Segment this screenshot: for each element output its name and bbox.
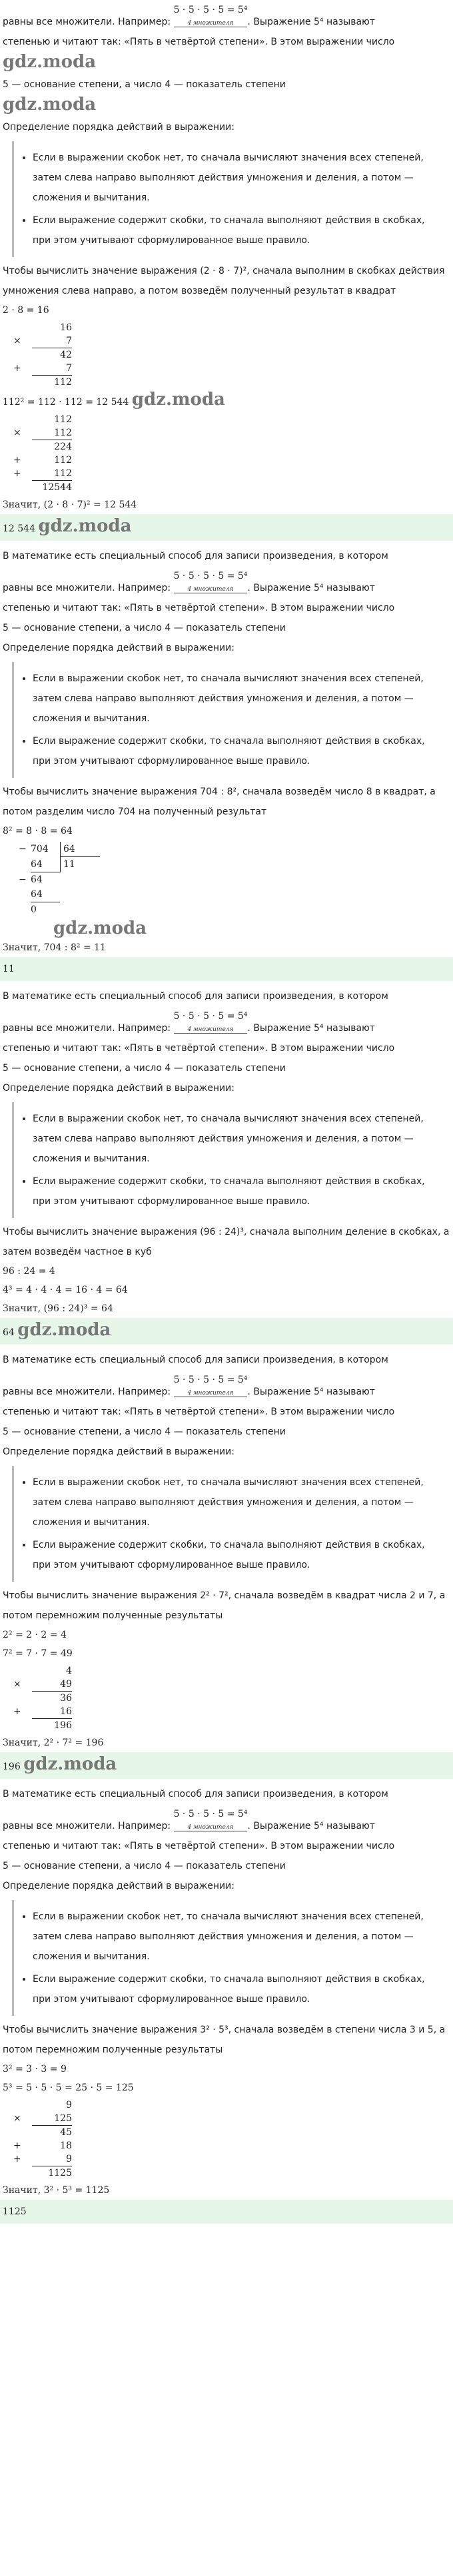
answer-bar: 11 bbox=[0, 957, 453, 981]
task-text: Чтобы вычислить значение выражения 3² · 5³, сначала возведём в степени числа 3 и 5, а потом перемножим полученные результаты bbox=[3, 2025, 446, 2055]
column-multiplication: 4 × 49 36 + 16 196 bbox=[13, 1666, 72, 1731]
rules-list: • Если в выражении скобок нет, то сначала вычисляют значения всех степеней, затем слева направо выполняют действия умножения и деления, а потом — сложения и вычитания. • Если выражение содержит скобки, то сначала выполняют действия в скобках, при этом учитывают сформулированное выше правило. bbox=[12, 1466, 441, 1582]
rule-item: • Если в выражении скобок нет, то сначала вычисляют значения всех степеней, затем слева направо выполняют действия умножения и деления, а потом — сложения и вычитания. bbox=[33, 148, 434, 208]
rules-list: • Если в выражении скобок нет, то сначала вычисляют значения всех степеней, затем слева направо выполняют действия умножения и деления, а потом — сложения и вычитания. • Если выражение содержит скобки, то сначала выполняют действия в скобках, при этом учитывают сформулированное выше правило. bbox=[12, 1102, 441, 1218]
answer-bar: 12 544 gdz.moda bbox=[0, 514, 453, 541]
intro-text: равны все множители. Например: 5 · 5 · 5 · 5 = 5⁴ 4 множителя . Выражение 5⁴ называют степенью и читают так: «Пять в четвёртой степени». В этом выражении число gdz.moda 5 — основание степени, а число 4 — показатель степени gdz.moda Определение порядка действий в выражении: bbox=[0, 0, 453, 137]
intro-text: В математике есть специальный способ для записи произведения, в котором равны все множители. Например: 5 · 5 · 5 · 5 = 5⁴ 4 множителя . Выражение 5⁴ называют степенью и читают так: «Пять в четвёртой степени». В этом выражении число 5 — основание степени, а число 4 — показатель степени Определение порядка действий в выражении: bbox=[3, 1355, 395, 1457]
solution-3 bbox=[0, 986, 453, 1350]
task-text: Чтобы вычислить значение выражения (2 · 8 · 7)², сначала выполним в скобках действия умножения слева направо, а потом возведём полученный результат в квадрат bbox=[3, 266, 445, 296]
conclusion: Значит, 2² · 7² = 196 bbox=[3, 1738, 104, 1748]
example-expression: 5 · 5 · 5 · 5 = 5⁴ 4 множителя bbox=[174, 0, 248, 27]
watermark: gdz.moda bbox=[3, 52, 97, 72]
column-multiplication: 9 × 125 45 + 18 + 9 1125 bbox=[13, 2100, 72, 2178]
calc-line: 2 · 8 = 16 bbox=[3, 305, 49, 316]
watermark: gdz.moda bbox=[3, 95, 97, 115]
intro-text: В математике есть специальный способ для записи произведения, в котором равны все множители. Например: 5 · 5 · 5 · 5 = 5⁴ 4 множителя . Выражение 5⁴ называют степенью и читают так: «Пять в четвёртой степени». В этом выражении число 5 — основание степени, а число 4 — показатель степени Определение порядка действий в выражении: bbox=[3, 551, 395, 653]
answer-bar: 196 gdz.moda bbox=[0, 1752, 453, 1779]
rules-list: • Если в выражении скобок нет, то сначала вычисляют значения всех степеней, затем слева направо выполняют действия умножения и деления, а потом — сложения и вычитания. • Если выражение содержит скобки, то сначала выполняют действия в скобках, при этом учитывают сформулированное выше правило. bbox=[12, 1900, 441, 2016]
solution-4 bbox=[0, 1350, 453, 1784]
conclusion: Значит, 3² · 5³ = 1125 bbox=[3, 2185, 110, 2196]
rule-item: • Если выражение содержит скобки, то сначала выполняют действия в скобках, при этом учитывают сформулированное выше правило. bbox=[33, 210, 434, 250]
task-text: Чтобы вычислить значение выражения 704 : 8², сначала возведём число 8 в квадрат, а потом разделим число 704 на полученный результат bbox=[3, 787, 436, 817]
solution-1 bbox=[0, 0, 453, 546]
column-multiplication: 112 × 112 224 + 112 + 112 12544 bbox=[13, 414, 72, 493]
calc-line: 2² = 2 · 2 = 4 bbox=[3, 1630, 67, 1640]
calc-line: 7² = 7 · 7 = 49 bbox=[3, 1648, 73, 1659]
conclusion: Значит, (2 · 8 · 7)² = 12 544 bbox=[3, 499, 137, 510]
calc-line: 8² = 8 · 8 = 64 bbox=[3, 826, 73, 836]
solution-2: В математике есть специальный способ для записи произведения, в котором равны все множители. Например: 5 · 5 · 5 · 5 = 5⁴ 4 множителя . Выражение 5⁴ называют степенью и читают так: «Пять в четвёртой степени». В этом выражении число 5 — основание степени, а число 4 — показатель степени Определение порядка действий в выражении: • Если в выражении скобок нет, то сначала вычисляют значения всех степеней, затем слева направо выполняют действия умножения и деления, а потом — сложения и вычитания. • Если выражение содержит скобки, то сначала выполняют действия в скобках, при этом учитывают сформулированное выше правило. Чтобы вычислить значение выражения 704 : 8², сначала возведём число 8 в квадрат, а потом разделим число 704 на полученный результат 8² = 8 · 8 = 64 − 704 64 64 11 − 64 64 0 gdz.moda Значит, 704 : 8² = 11 11 bbox=[0, 546, 453, 986]
conclusion: Значит, (96 : 24)³ = 64 bbox=[3, 1303, 113, 1314]
calc-line: 5³ = 5 · 5 · 5 = 25 · 5 = 125 bbox=[3, 2083, 134, 2093]
calc-line: 4³ = 4 · 4 · 4 = 16 · 4 = 64 bbox=[3, 1285, 128, 1295]
intro-text: В математике есть специальный способ для записи произведения, в котором равны все множители. Например: 5 · 5 · 5 · 5 = 5⁴ 4 множителя . Выражение 5⁴ называют степенью и читают так: «Пять в четвёртой степени». В этом выражении число 5 — основание степени, а число 4 — показатель степени Определение порядка действий в выражении: bbox=[3, 991, 395, 1094]
calc-line: 112² = 112 · 112 = 12 544 gdz.moda bbox=[3, 390, 225, 410]
intro-text: В математике есть специальный способ для записи произведения, в котором равны все множители. Например: 5 · 5 · 5 · 5 = 5⁴ 4 множителя . Выражение 5⁴ называют степенью и читают так: «Пять в четвёртой степени». В этом выражении число 5 — основание степени, а число 4 — показатель степени Определение порядка действий в выражении: bbox=[3, 1789, 395, 1891]
solution-5 bbox=[0, 1784, 453, 2229]
task-text: Чтобы вычислить значение выражения 2² · 7², сначала возведём в квадрат числа 2 и 7, а потом перемножим полученные результаты bbox=[3, 1590, 446, 1621]
rules-list: • Если в выражении скобок нет, то сначала вычисляют значения всех степеней, затем слева направо выполняют действия умножения и деления, а потом — сложения и вычитания. • Если выражение содержит скобки, то сначала выполняют действия в скобках, при этом учитывают сформулированное выше правило. bbox=[12, 662, 441, 778]
conclusion: Значит, 704 : 8² = 11 bbox=[3, 942, 106, 953]
rules-list bbox=[12, 141, 441, 257]
long-division: − 704 64 64 11 − 64 64 0 bbox=[19, 842, 100, 917]
answer-bar: 64 gdz.moda bbox=[0, 1318, 453, 1345]
calc-line: 3² = 3 · 3 = 9 bbox=[3, 2064, 67, 2075]
column-multiplication: 16 × 7 42 + 7 112 bbox=[13, 322, 72, 388]
task-text: Чтобы вычислить значение выражения (96 : 24)³, сначала выполним деление в скобках, а затем возведём частное в куб bbox=[3, 1227, 450, 1257]
rules-title: Определение порядка действий в выражении: bbox=[3, 122, 234, 133]
calc-line: 96 : 24 = 4 bbox=[3, 1266, 55, 1277]
answer-bar: 1125 bbox=[0, 2200, 453, 2224]
